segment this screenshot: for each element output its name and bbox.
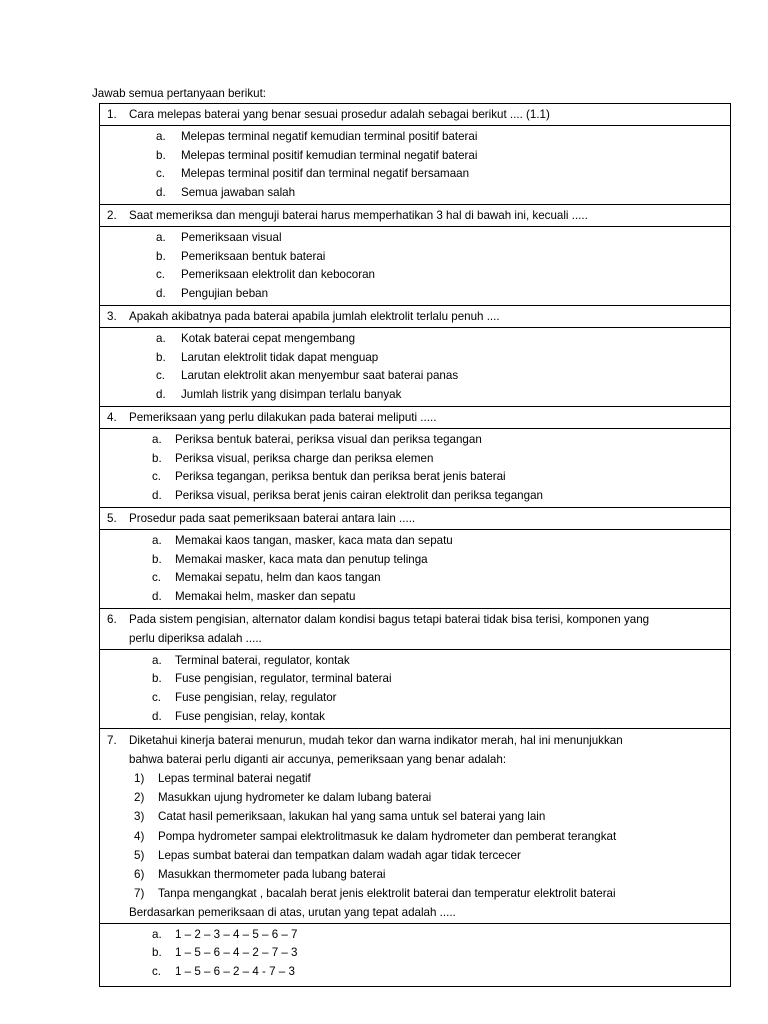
option-letter: c. bbox=[156, 167, 166, 181]
question-line bbox=[100, 409, 730, 428]
answer-option bbox=[100, 551, 730, 570]
answer-option bbox=[100, 652, 730, 671]
options-7 bbox=[100, 924, 730, 987]
question-5 bbox=[100, 508, 730, 530]
option-text: Fuse pengisian, regulator, terminal baterai bbox=[175, 672, 392, 686]
procedure-step bbox=[100, 807, 730, 826]
answer-option bbox=[100, 450, 730, 469]
answer-option bbox=[100, 926, 730, 945]
option-letter: a. bbox=[152, 432, 162, 446]
procedure-step bbox=[100, 846, 730, 865]
answer-option bbox=[100, 349, 730, 368]
option-letter: a. bbox=[156, 129, 166, 143]
option-text: 1 – 2 – 3 – 4 – 5 – 6 – 7 bbox=[175, 927, 298, 941]
option-text: Larutan elektrolit akan menyembur saat baterai panas bbox=[181, 369, 459, 383]
question-3 bbox=[100, 306, 730, 328]
answer-option bbox=[100, 963, 730, 982]
option-text: Memakai kaos tangan, masker, kaca mata dan sepatu bbox=[175, 533, 453, 547]
question-line bbox=[100, 207, 730, 226]
option-letter: c. bbox=[152, 965, 162, 979]
step-text: Masukkan ujung hydrometer ke dalam lubang baterai bbox=[158, 791, 432, 805]
step-number: 3) bbox=[134, 810, 145, 824]
answer-option bbox=[100, 165, 730, 184]
option-letter: d. bbox=[156, 388, 166, 402]
option-text: Periksa visual, periksa charge dan periksa elemen bbox=[175, 451, 434, 465]
question-2 bbox=[100, 205, 730, 227]
step-text: Lepas sumbat baterai dan tempatkan dalam wadah agar tidak tercecer bbox=[158, 848, 521, 862]
question-text: Prosedur pada saat pemeriksaan baterai antara lain ..... bbox=[129, 511, 416, 525]
step-text: Pompa hydrometer sampai elektrolitmasuk ke dalam hydrometer dan pemberat terangkat bbox=[158, 829, 617, 843]
procedure-step bbox=[100, 769, 730, 788]
answer-option bbox=[100, 670, 730, 689]
question-closing bbox=[100, 903, 730, 922]
answer-option bbox=[100, 147, 730, 166]
option-text: Semua jawaban salah bbox=[181, 186, 296, 200]
options-3 bbox=[100, 328, 730, 407]
step-text: Catat hasil pemeriksaan, lakukan hal yang sama untuk sel baterai yang lain bbox=[158, 810, 546, 824]
question-6 bbox=[100, 609, 730, 650]
answer-option bbox=[100, 128, 730, 147]
option-text: Melepas terminal positif dan terminal negatif bersamaan bbox=[181, 167, 470, 181]
answer-option bbox=[100, 184, 730, 203]
option-letter: b. bbox=[156, 249, 166, 263]
question-number: 2. bbox=[107, 208, 117, 222]
option-text: Pemeriksaan elektrolit dan kebocoran bbox=[181, 268, 375, 282]
option-text: Fuse pengisian, relay, kontak bbox=[175, 709, 325, 723]
answer-option bbox=[100, 330, 730, 349]
option-letter: d. bbox=[152, 489, 162, 503]
answer-option bbox=[100, 468, 730, 487]
option-letter: b. bbox=[156, 148, 166, 162]
option-letter: c. bbox=[152, 691, 162, 705]
option-text: Pemeriksaan bentuk baterai bbox=[181, 249, 326, 263]
step-number: 6) bbox=[134, 868, 145, 882]
step-number: 2) bbox=[134, 791, 145, 805]
question-table bbox=[99, 103, 731, 987]
question-text: Pemeriksaan yang perlu dilakukan pada baterai meliputi ..... bbox=[129, 410, 437, 424]
answer-option bbox=[100, 431, 730, 450]
answer-option bbox=[100, 689, 730, 708]
option-text: Memakai sepatu, helm dan kaos tangan bbox=[175, 571, 381, 585]
question-line bbox=[100, 731, 730, 750]
answer-option bbox=[100, 569, 730, 588]
question-line bbox=[100, 510, 730, 529]
procedure-step bbox=[100, 827, 730, 846]
option-letter: c. bbox=[152, 571, 162, 585]
option-text: Periksa tegangan, periksa bentuk dan periksa berat jenis baterai bbox=[175, 470, 506, 484]
option-text: Kotak baterai cepat mengembang bbox=[181, 331, 356, 345]
question-number: 3. bbox=[107, 309, 117, 323]
option-text: Periksa bentuk baterai, periksa visual dan periksa tegangan bbox=[175, 432, 482, 446]
answer-option bbox=[100, 367, 730, 386]
option-text: 1 – 5 – 6 – 4 – 2 – 7 – 3 bbox=[175, 946, 298, 960]
option-letter: c. bbox=[156, 268, 166, 282]
answer-option bbox=[100, 285, 730, 304]
instructions: Jawab semua pertanyaan berikut: bbox=[92, 87, 267, 100]
answer-option bbox=[100, 708, 730, 727]
option-text: Fuse pengisian, relay, regulator bbox=[175, 691, 337, 705]
question-text: bahwa baterai perlu diganti air accunya, pemeriksaan yang benar adalah: bbox=[129, 752, 507, 766]
option-text: Melepas terminal positif kemudian terminal negatif baterai bbox=[181, 148, 478, 162]
option-letter: d. bbox=[152, 590, 162, 604]
option-text: Pemeriksaan visual bbox=[181, 230, 282, 244]
option-letter: b. bbox=[152, 552, 162, 566]
answer-option bbox=[100, 248, 730, 267]
question-line bbox=[100, 630, 730, 649]
option-text: Jumlah listrik yang disimpan terlalu banyak bbox=[181, 388, 402, 402]
procedure-step bbox=[100, 865, 730, 884]
option-letter: c. bbox=[152, 470, 162, 484]
option-text: Periksa visual, periksa berat jenis cairan elektrolit dan periksa tegangan bbox=[175, 489, 543, 503]
options-4 bbox=[100, 429, 730, 508]
options-2 bbox=[100, 227, 730, 306]
answer-option bbox=[100, 944, 730, 963]
step-text: Tanpa mengangkat , bacalah berat jenis elektrolit baterai dan temperatur elektrolit baterai bbox=[158, 887, 616, 901]
question-text: Saat memeriksa dan menguji baterai harus memperhatikan 3 hal di bawah ini, kecuali ..... bbox=[129, 208, 588, 222]
option-letter: b. bbox=[152, 672, 162, 686]
question-text: Diketahui kinerja baterai menurun, mudah tekor dan warna indikator merah, hal ini menunjukkan bbox=[129, 733, 623, 747]
question-number: 6. bbox=[107, 612, 117, 626]
option-text: 1 – 5 – 6 – 2 – 4 - 7 – 3 bbox=[175, 965, 295, 979]
question-line bbox=[100, 308, 730, 327]
question-line bbox=[100, 750, 730, 769]
option-letter: d. bbox=[156, 186, 166, 200]
question-7 bbox=[100, 729, 730, 924]
option-letter: d. bbox=[156, 287, 166, 301]
option-letter: b. bbox=[156, 350, 166, 364]
step-number: 4) bbox=[134, 829, 145, 843]
step-number: 5) bbox=[134, 848, 145, 862]
closing-text: Berdasarkan pemeriksaan di atas, urutan yang tepat adalah ..... bbox=[129, 906, 456, 920]
answer-option bbox=[100, 588, 730, 607]
step-text: Masukkan thermometer pada lubang baterai bbox=[158, 868, 386, 882]
question-text: Apakah akibatnya pada baterai apabila jumlah elektrolit terlalu penuh .... bbox=[129, 309, 500, 323]
option-text: Memakai helm, masker dan sepatu bbox=[175, 590, 356, 604]
option-text: Memakai masker, kaca mata dan penutup telinga bbox=[175, 552, 428, 566]
option-letter: b. bbox=[152, 451, 162, 465]
question-text: Pada sistem pengisian, alternator dalam kondisi bagus tetapi baterai tidak bisa terisi, komponen yang bbox=[129, 612, 650, 626]
question-text: Cara melepas baterai yang benar sesuai prosedur adalah sebagai berikut .... (1.1) bbox=[129, 108, 550, 121]
answer-option bbox=[100, 487, 730, 506]
question-number: 5. bbox=[107, 511, 117, 525]
question-1 bbox=[100, 104, 730, 126]
option-letter: a. bbox=[152, 927, 162, 941]
step-number: 1) bbox=[134, 772, 145, 786]
answer-option bbox=[100, 266, 730, 285]
question-number: 7. bbox=[107, 733, 117, 747]
question-text: perlu diperiksa adalah ..... bbox=[129, 631, 262, 645]
question-4 bbox=[100, 407, 730, 429]
question-line bbox=[100, 611, 730, 630]
procedure-step bbox=[100, 788, 730, 807]
question-line bbox=[100, 106, 730, 125]
answer-option bbox=[100, 229, 730, 248]
options-5 bbox=[100, 530, 730, 609]
option-text: Melepas terminal negatif kemudian terminal positif baterai bbox=[181, 129, 478, 143]
step-text: Lepas terminal baterai negatif bbox=[158, 772, 311, 786]
step-number: 7) bbox=[134, 887, 145, 901]
options-1 bbox=[100, 126, 730, 205]
option-letter: b. bbox=[152, 946, 162, 960]
procedure-step bbox=[100, 884, 730, 903]
option-letter: a. bbox=[156, 331, 166, 345]
option-text: Terminal baterai, regulator, kontak bbox=[175, 653, 350, 667]
answer-option bbox=[100, 532, 730, 551]
option-letter: a. bbox=[152, 533, 162, 547]
question-number: 4. bbox=[107, 410, 117, 424]
option-letter: a. bbox=[156, 230, 166, 244]
option-letter: d. bbox=[152, 709, 162, 723]
option-text: Larutan elektrolit tidak dapat menguap bbox=[181, 350, 379, 364]
question-number: 1. bbox=[107, 108, 117, 121]
option-text: Pengujian beban bbox=[181, 287, 269, 301]
options-6 bbox=[100, 650, 730, 729]
option-letter: a. bbox=[152, 653, 162, 667]
answer-option bbox=[100, 386, 730, 405]
option-letter: c. bbox=[156, 369, 166, 383]
